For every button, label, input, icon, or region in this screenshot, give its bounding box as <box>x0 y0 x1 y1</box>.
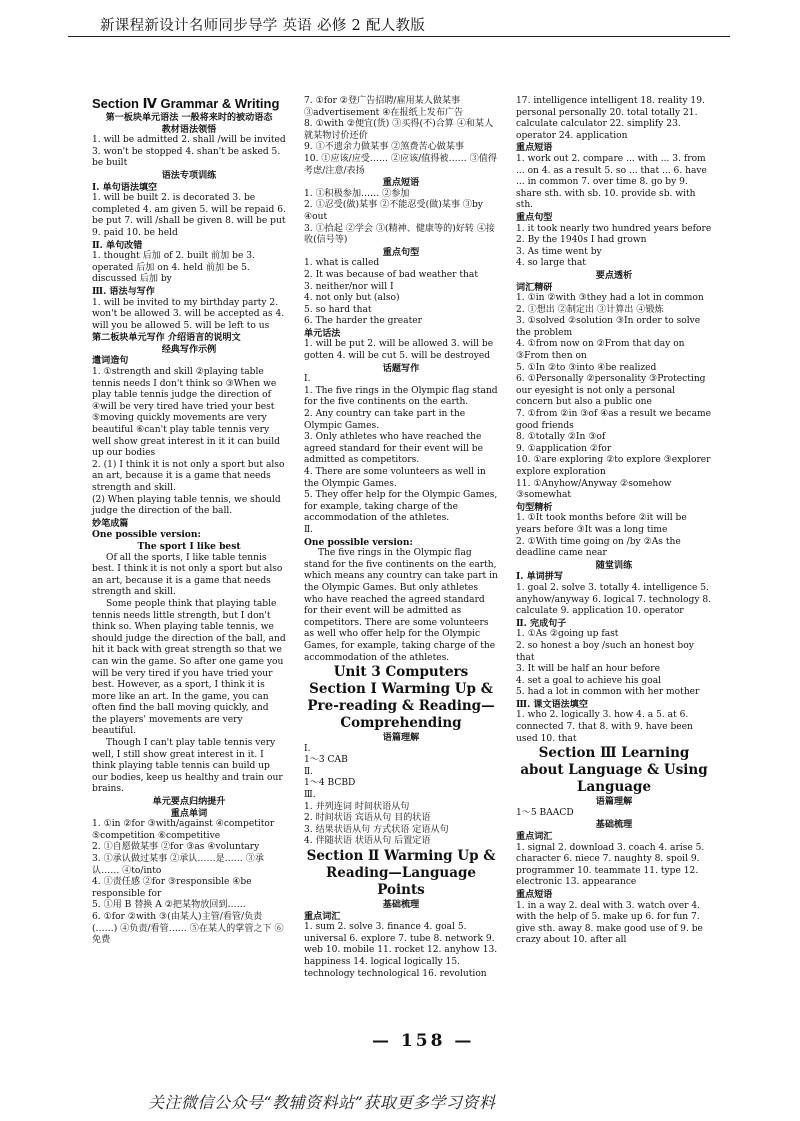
col1-line: 5. ①用 B 替换 A ②把某物放回到…… <box>92 900 246 911</box>
col2-line: 10. ①应该/应受…… ②应该/值得被…… ③值得考虑/注意/表扬 <box>304 153 497 176</box>
col2-line: 5. so hard that <box>304 304 372 315</box>
col3-line: 2. so honest a boy /such an honest boy that <box>516 640 694 663</box>
col2-line: 3. Only athletes who have reached the agreed standard for their event will be admitted as competitors. <box>304 432 483 466</box>
col2-line: Ⅲ. <box>304 790 316 801</box>
col1-line: 教材语法领悟 <box>161 123 217 135</box>
col2-line: 4. There are some volunteers as well in the Olympic Games. <box>304 467 486 489</box>
col1-line: Some people think that playing table tennis needs little strength, but I don't think so. When playing table tennis, we should judge the direction of the ball, and hit it back with great strength so that we can win the game. So after one game you will be very tired if you have tried your best. However, as a sport, I think it is more like an art. In the game, you can often find the ball moving quickly, and the players' movements are very beautiful. <box>92 598 286 737</box>
col3-line: 9. ①application ②for <box>516 443 612 454</box>
col1-line: 经典写作示例 <box>161 343 217 355</box>
col2-line: 1. 并列连词 时间状语从句 <box>304 801 410 812</box>
col1-line: One possible version: <box>92 529 201 541</box>
col2-line: 重点词汇 <box>304 910 341 922</box>
col2-line: 4. 伴随状语 状语从句 后置定语 <box>304 836 431 847</box>
col1-line: Of all the sports, I like table tennis best. I think it is not only a sport but also an art, because it is a game that needs strength and skill. <box>92 552 283 598</box>
col1-line: (2) When playing table tennis, we should judge the direction of the ball. <box>92 494 281 517</box>
col2-line: 6. The harder the greater <box>304 316 422 327</box>
col3-line: 重点句型 <box>516 211 553 223</box>
column-right <box>516 96 712 947</box>
col1-line: Section Ⅳ Grammar & Writing <box>92 96 280 111</box>
col2-line: 8. ①with ②便宜(货) ③买得(不)合算 ④和某人就某物讨价还价 <box>304 119 494 141</box>
col2-line: 9. ①不遗余力做某事 ②煞费苦心做某事 <box>304 142 464 153</box>
col3-line: 语篇理解 <box>595 796 633 808</box>
col1-line: 2. (1) I think it is not only a sport but also an art, because it is a game that needs strength and skill. <box>92 459 285 493</box>
col3-line: 1. signal 2. download 3. coach 4. arise 5. character 6. niece 7. naughty 8. spoil 9. programmer 10. teammate 11. type 12. electronic 13. appearance <box>516 842 705 888</box>
col3-line: 2. ①想出 ②制定出 ③计算出 ④锻炼 <box>516 304 664 315</box>
col3-line: 2. ①With time going on /by ②As the deadline came near <box>516 536 681 559</box>
col3-line: 1. work out 2. compare ... with ... 3. from ... on 4. as a result 5. so ... that ... 6. have ... in common 7. over time 8. go by 9. share sth. with sb. 10. provide sb. with sth. <box>516 153 707 211</box>
col3-line: 重点短语 <box>516 142 553 154</box>
col3-line: 11. ①Anyhow/Anyway ②somehow ③somewhat <box>516 478 672 501</box>
col3-line: 1. ①As ②going up fast <box>516 629 619 640</box>
col3-line: Section Ⅲ Learning about Language & Using Language <box>520 745 708 796</box>
col1-line: 语法专项训练 <box>161 169 217 181</box>
column-middle <box>304 96 498 980</box>
col3-line: 1. ①in ②with ③they had a lot in common <box>516 293 704 304</box>
col3-line: 8. ①totally ②In ③of <box>516 432 606 443</box>
col2-line: Section Ⅱ Warming Up & Reading—Language Points <box>306 848 496 899</box>
col2-line: 2. ①忍受(做)某事 ②不能忍受(做)某事 ③by ④out <box>304 200 483 222</box>
col3-line: 4. so large that <box>516 258 586 269</box>
col3-line: 6. ①Personally ②personality ③Protecting our eyesight is not only a personal concern but also a public one <box>516 374 706 408</box>
col2-line: The five rings in the Olympic flag stand for the five continents on the earth, which means any country can take part in the Olympic Games. But only athletes who have reached the agreed standard for their event will be admitted as competitors. There are some volunteers as well who offer help for the Olympic Games, for example, taking charge of the accommodation of the athletes. <box>304 548 498 663</box>
col2-line: Section Ⅰ Warming Up & Pre-reading & Reading—Comprehending <box>307 681 495 732</box>
col3-line: 句型精析 <box>516 501 553 513</box>
col3-line: 1. ①It took months before ②it will be years before ③It was a long time <box>516 513 687 535</box>
col2-line: 2. Any country can take part in the Olympic Games. <box>304 409 466 431</box>
col3-line: 要点透析 <box>595 269 633 281</box>
col1-line: The sport I like best <box>137 540 241 552</box>
col2-line: Ⅱ. <box>304 766 314 777</box>
col1-line: Ⅱ. 单句改错 <box>92 239 143 251</box>
col1-line: 4. ①责任感 ②for ③responsible ④be responsible for <box>92 877 252 899</box>
col1-line: 2. ①自愿做某事 ②for ③as ④voluntary <box>92 842 260 853</box>
col3-line: 4. set a goal to achieve his goal <box>516 675 662 686</box>
col2-line: 语篇理解 <box>382 732 420 744</box>
col2-line: 1. The five rings in the Olympic flag stand for the five continents on the earth. <box>304 385 498 408</box>
col1-line: 1. will be admitted 2. shall /will be invited 3. won't be stopped 4. shan't be asked 5. be built <box>92 135 286 169</box>
col3-line: 词汇精研 <box>516 281 553 293</box>
col2-line: Ⅰ. <box>304 374 311 385</box>
col3-line: 4. ①from now on ②From that day on ③From then on <box>516 339 685 362</box>
col3-line: 7. ①from ②in ③of ④as a result we became good friends <box>516 409 712 431</box>
col2-line: 5. They offer help for the Olympic Games, for example, taking charge of the accommodation of the athletes. <box>304 490 498 524</box>
col3-line: 1. in a way 2. deal with 3. watch over 4. with the help of 5. make up 6. for fun 7. give sth. away 8. make good use of 9. be crazy about 10. after all <box>516 900 703 946</box>
col2-line: 2. 时间状语 宾语从句 目的状语 <box>304 813 431 824</box>
col1-line: 1. ①in ②for ③with/against ④competitor ⑤competition ⑥competitive <box>92 819 275 841</box>
col2-line: Ⅰ. <box>304 743 311 754</box>
col1-line: 1. will be built 2. is decorated 3. be completed 4. am given 5. will be repaid 6. be put 7. will /shall be given 8. will be put 9. paid 10. be held <box>92 193 286 238</box>
col3-line: 1. it took nearly two hundred years before <box>516 223 712 234</box>
col1-line: Ⅲ. 语法与写作 <box>92 285 155 297</box>
col1-line: 1. will be invited to my birthday party 2. won't be allowed 3. will be accepted as 4. will you be allowed 5. will be left to us <box>92 297 285 331</box>
col2-line: One possible version: <box>304 536 413 548</box>
col2-line: 话题写作 <box>382 362 420 374</box>
col3-line: 5. had a lot in common with her mother <box>516 687 700 698</box>
col2-line: 1～4 BCBD <box>304 778 356 789</box>
col3-line: 5. ①In ②to ③into ④be realized <box>516 362 657 373</box>
col3-line: Ⅲ. 课文语法填空 <box>516 698 588 710</box>
col1-line: 重点单词 <box>170 807 208 819</box>
col1-line: 遣词造句 <box>92 355 129 367</box>
col2-line: 单元话法 <box>304 327 341 339</box>
col3-line: 基础梳理 <box>595 819 633 831</box>
col3-line: 3. It will be half an hour before <box>516 664 661 675</box>
col1-line: Though I can't play table tennis very well, I still show great interest in it. I think playing table tennis can build up our bodies, keep us healthy and train our brains. <box>92 738 283 795</box>
col2-line: Ⅱ. <box>304 524 314 535</box>
col2-line: 1. what is called <box>304 258 380 269</box>
col2-line: 基础梳理 <box>382 899 420 911</box>
col3-line: 10. ①are exploring ②to explore ③explorer explore exploration <box>516 455 711 477</box>
column-left <box>92 96 286 947</box>
col3-line: 2. By the 1940s I had grown <box>516 235 647 246</box>
col3-line: Ⅰ. 单词拼写 <box>516 571 563 583</box>
col1-line: 1. ①strength and skill ②playing table tennis needs I don't think so ③When we play table tennis judge the direction of ④will be very tired have tried your best ⑤moving quickly movements are very beautiful ⑥can't play table tennis very well show great interest in it it can build up our bodies <box>92 367 280 459</box>
col1-line: 第二板块单元写作 介绍语言的说明文 <box>92 332 241 344</box>
col3-line: 重点词汇 <box>516 831 553 843</box>
page-header <box>68 10 730 37</box>
col2-line: 4. not only but (also) <box>304 293 400 304</box>
header-title: 新课程新设计名师同步导学 英语 必修 2 配人教版 <box>100 18 426 34</box>
col2-line: 1～3 CAB <box>304 755 348 766</box>
col2-line: 1. sum 2. solve 3. finance 4. goal 5. universal 6. explore 7. tube 8. network 9. web 10. mobile 11. rocket 12. anyhow 13. happiness 14. logical logically 15. technology technological 16. revolution <box>304 922 498 979</box>
col2-line: 重点短语 <box>382 177 420 189</box>
watermark-text: 关注微信公众号“教辅资料站”获取更多学习资料 <box>148 1093 496 1112</box>
col1-line: 1. thought 后加 of 2. built 前加 be 3. operated 后加 on 4. held 前加 be 5. discussed 后加 by <box>92 251 255 285</box>
col3-line: 3. ①solved ②solution ③In order to solve the problem <box>516 316 701 338</box>
col3-line: 1～5 BAACD <box>516 807 574 818</box>
col1-line: 第一板块单元语法 一般将来时的被动语态 <box>105 112 273 123</box>
col3-line: 1. who 2. logically 3. how 4. a 5. at 6. connected 7. that 8. with 9. have been used 10. that <box>516 710 693 744</box>
col2-line: 7. ①for ②登广告招聘/雇用某人做某事 ③advertisement ④在报纸上发布广告 <box>304 96 464 118</box>
col2-line: 3. 结果状语从句 方式状语 定语从句 <box>304 824 449 835</box>
col3-line: Ⅱ. 完成句子 <box>516 617 567 629</box>
col2-line: Unit 3 Computers <box>333 664 469 681</box>
col2-line: 3. neither/nor will I <box>304 281 394 292</box>
col1-line: 单元要点归纳提升 <box>152 796 226 808</box>
col1-line: 6. ①for ②with ③(由某人)主管/看管/负责(……) ④负责/看管…… ⑤在某人的掌管之下 ⑥免费 <box>92 911 284 946</box>
col1-line: Ⅰ. 单句语法填空 <box>92 181 158 193</box>
col3-line: 1. goal 2. solve 3. totally 4. intelligence 5. anyhow/anyway 6. logical 7. technology 8. calculate 9. application 10. operator <box>516 582 712 617</box>
col3-line: 17. intelligence intelligent 18. reality 19. personal personally 20. total totally 21. calculate calculator 22. simplify 23. operator 24. application <box>516 96 705 141</box>
col1-line: 3. ①承认做过某事 ②承认……是…… ③承认…… ④to/into <box>92 854 264 876</box>
col1-line: 妙笔成篇 <box>92 517 129 529</box>
col3-line: 3. As time went by <box>516 246 602 257</box>
page-number: — 158 — <box>372 1031 475 1051</box>
col2-line: 3. ①拾起 ②学会 ③(精神、健康等的)好转 ④接收(信号等) <box>304 223 496 246</box>
col2-line: 重点句型 <box>382 246 420 258</box>
col2-line: 1. ①积极参加…… ②参加 <box>304 188 410 199</box>
col2-line: 2. It was because of bad weather that <box>304 269 478 280</box>
col3-line: 重点短语 <box>516 889 553 900</box>
col3-line: 随堂训练 <box>595 559 633 571</box>
col2-line: 1. will be put 2. will be allowed 3. will be gotten 4. will be cut 5. will be destroyed <box>304 339 494 362</box>
